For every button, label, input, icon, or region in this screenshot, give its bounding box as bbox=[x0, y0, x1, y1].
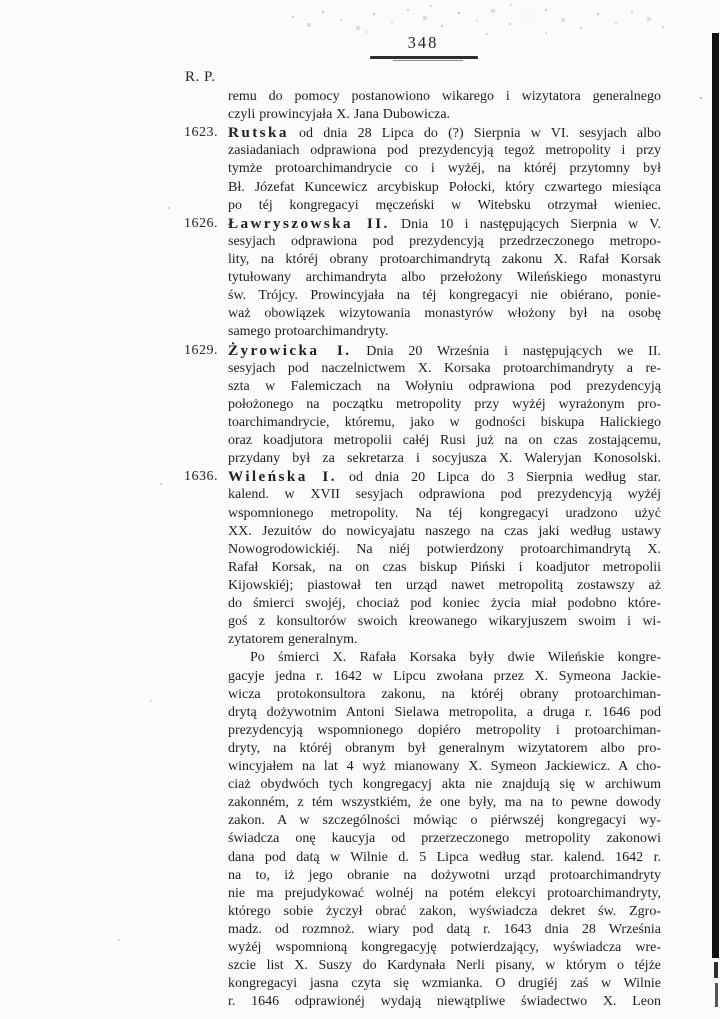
year-label: 1636. bbox=[184, 469, 218, 485]
text-line bbox=[228, 468, 661, 486]
text-line: Kijowskiéj; piastował ten urząd nawet metropolitą zostawszy aż bbox=[228, 577, 661, 593]
text-line: na to, iż jego obranie na dożywotni urząd protoarchimandryty bbox=[228, 867, 661, 883]
text-line: tymże protoarchimandrycie co i wyżéj, na któréj przytomny był bbox=[228, 161, 661, 177]
paragraph-first-line-text: Dnia 20 Września i następujących we II. bbox=[366, 343, 662, 359]
text-line: świadcza onę kaucyja od przerzeczonego metropolity zakonowi bbox=[228, 831, 661, 847]
paragraph bbox=[228, 88, 661, 124]
page-header bbox=[352, 33, 494, 54]
text-line: dryty, na któréj obranym był generalnym wizytatorem albo pro- bbox=[228, 740, 661, 756]
text-line: drytą dożywotnim Antoni Sielawa metropolita, a druga r. 1646 pod bbox=[228, 704, 661, 720]
text-line: szta w Falemiczach na Wołyniu odprawiona pod prezydencyją bbox=[228, 378, 661, 394]
paragraph-heading: Rutska bbox=[228, 124, 289, 142]
text-line: położonego na początku metropolity przy wyżéj wyrażonym pro- bbox=[228, 396, 661, 412]
text-line: zasiadaniach odprawiona pod prezydencyją tegoż metropolity i przy bbox=[228, 143, 661, 159]
paragraph bbox=[184, 214, 662, 342]
text-line: nie ma prejudykować wolnéj na potém elekcyi protoarchimandryty, bbox=[228, 885, 661, 901]
paragraph-first-line-text: od dnia 20 Lipca do 3 Sierpnia według star. bbox=[348, 470, 661, 486]
text-line: zakon. A w szczególności mówiąc o piérwszéj kongregacyi wy- bbox=[228, 813, 661, 829]
page-number-rule-secondary bbox=[393, 60, 463, 61]
text-line: Nowogrodowickiéj. Na niéj potwierdzony protoarchimandrytą X. bbox=[228, 541, 661, 557]
text-line: samego protoarchimandryty. bbox=[228, 324, 389, 340]
text-line: Rafał Korsak, na on czas biskup Piński i koadjutor metropolii bbox=[228, 559, 661, 575]
text-line: którego sobie życzył obrać zakon, wyświadcza dekret św. Zgro- bbox=[228, 903, 661, 919]
page-number-rule bbox=[370, 56, 478, 59]
text-line: zakonném, z tém wszystkiém, że one były, ma na to pewne dowody bbox=[228, 795, 661, 811]
margin-heading: R. P. bbox=[185, 69, 216, 85]
text-line: czyli prowincyjała X. Jana Dubowicza. bbox=[228, 107, 451, 123]
paragraph bbox=[228, 649, 661, 1011]
text-line bbox=[228, 342, 661, 360]
text-line: św. Trójcy. Prowincyjała na téj kongregacyi nie obiérano, ponie- bbox=[228, 288, 661, 304]
text-line: toarchimandrycie, któremu, jako w godności biskupa Halickiego bbox=[228, 414, 661, 430]
text-line: wincyjałem na lat 4 wyż mianowany X. Symeon Jackiewicz. A cho- bbox=[228, 759, 661, 775]
text-line: prezydencyją wspomnionego dopiéro metropolity i protoarchiman- bbox=[228, 722, 661, 738]
text-line: r. 1646 odprawionéj wydają niewątpliwe świadectwo X. Leon bbox=[228, 994, 661, 1010]
text-line: XX. Jezuitów do nowicyajatu naszego na czas jaki według ustawy bbox=[228, 523, 661, 539]
paragraph-first-line-text: od dnia 28 Lipca do (?) Sierpnia w VI. sesyjach albo bbox=[299, 126, 662, 142]
paragraph bbox=[184, 468, 661, 649]
paragraph-first-line-text: Dnia 10 i następujących Sierpnia w V. bbox=[400, 216, 662, 232]
text-line: przydany był za sekretarza i socyjusza X. Waleryjan Konosolski. bbox=[228, 451, 661, 467]
text-line: madz. od rozmnoż. wiary pod datą r. 1643 dnia 28 Września bbox=[228, 922, 661, 938]
paragraph-heading: Wileńska I. bbox=[228, 468, 337, 486]
text-line: wicza protokonsultora zakonu, na któréj obrany protoarchiman- bbox=[228, 686, 661, 702]
text-line: wspomnionego metropolity. Na téj kongregacyi uradzono użyć bbox=[228, 505, 661, 521]
text-line: ciaż obydwóch tych kongregacyj akta nie znajdują się w archiwum bbox=[228, 777, 661, 793]
text-line: goś z konsultorów swoich kreowanego wikaryjuszem swoim i wi- bbox=[228, 614, 661, 630]
year-label: 1626. bbox=[184, 215, 218, 231]
paragraph bbox=[184, 341, 662, 469]
year-label: 1629. bbox=[184, 342, 218, 358]
text-line: wyżéj wspomnioną kongregacyję potwierdzający, wyświadcza wre- bbox=[228, 940, 661, 956]
text-line: kalend. w XVII sesyjach odprawiona pod prezydencyją wyżéj bbox=[228, 487, 661, 503]
text-line: po téj kongregacyi męczeński w Witebsku otrzymał wieniec. bbox=[228, 197, 661, 213]
text-line: sesyjach pod naczelnictwem X. Korsaka protoarchimandryty a re- bbox=[228, 360, 661, 376]
paragraph-heading: Żyrowicka I. bbox=[228, 341, 352, 359]
text-line: zytatorem generalnym. bbox=[228, 632, 358, 648]
text-line bbox=[228, 124, 661, 142]
text-line: Bł. Józefat Kuncewicz arcybiskup Połocki, który czwartego miesiąca bbox=[228, 179, 661, 195]
text-line: waż obowiązek wizytowania monastyrów włożony był na osobę bbox=[228, 306, 661, 322]
text-line: oraz koadjutora metropolii całéj Rusi już na on czas zostającemu, bbox=[228, 433, 661, 449]
text-line: sesyjach odprawiona pod prezydencyją przedrzeczonego metropo- bbox=[228, 233, 661, 249]
scan-edge-bar bbox=[712, 33, 719, 958]
text-line: dana pod datą w Wilnie d. 5 Lipca według star. kalend. 1642 r. bbox=[228, 849, 661, 865]
year-label: 1623. bbox=[184, 125, 218, 141]
page-number: 348 bbox=[407, 33, 439, 52]
text-line: remu do pomocy postanowiono wikarego i wizytatora generalnego bbox=[228, 89, 661, 104]
paragraph-heading: Ławryszowska II. bbox=[228, 214, 390, 232]
text-line: tytułowany archimandryta albo przełożony Wileńskiego monastyru bbox=[228, 270, 661, 286]
text-line: gacyje jedna r. 1642 w Lipcu zwołana przez X. Symeona Jackie- bbox=[228, 668, 661, 684]
scan-noise-speckles bbox=[0, 0, 2, 2]
text-line: kongregacyi jasna czyta się wzmianka. O drugiéj zaś w Wilnie bbox=[228, 976, 661, 992]
paragraph bbox=[184, 124, 662, 215]
text-line: do śmierci swojéj, chociaż pod koniec życia miał podobno które- bbox=[228, 596, 661, 612]
text-line: Po śmierci X. Rafała Korsaka były dwie Wileńskie kongre- bbox=[250, 650, 661, 666]
scan-edge-bar-fragment bbox=[714, 962, 718, 978]
text-line: szcie list X. Suszy do Kardynała Nerli pisany, w którym o téjże bbox=[228, 958, 661, 974]
text-line: lity, na któréj obrany protoarchimandrytą zakonu X. Rafał Korsak bbox=[228, 251, 661, 267]
text-block bbox=[184, 88, 662, 1012]
scan-edge-bar-fragment bbox=[715, 983, 718, 1007]
text-line bbox=[228, 215, 661, 233]
